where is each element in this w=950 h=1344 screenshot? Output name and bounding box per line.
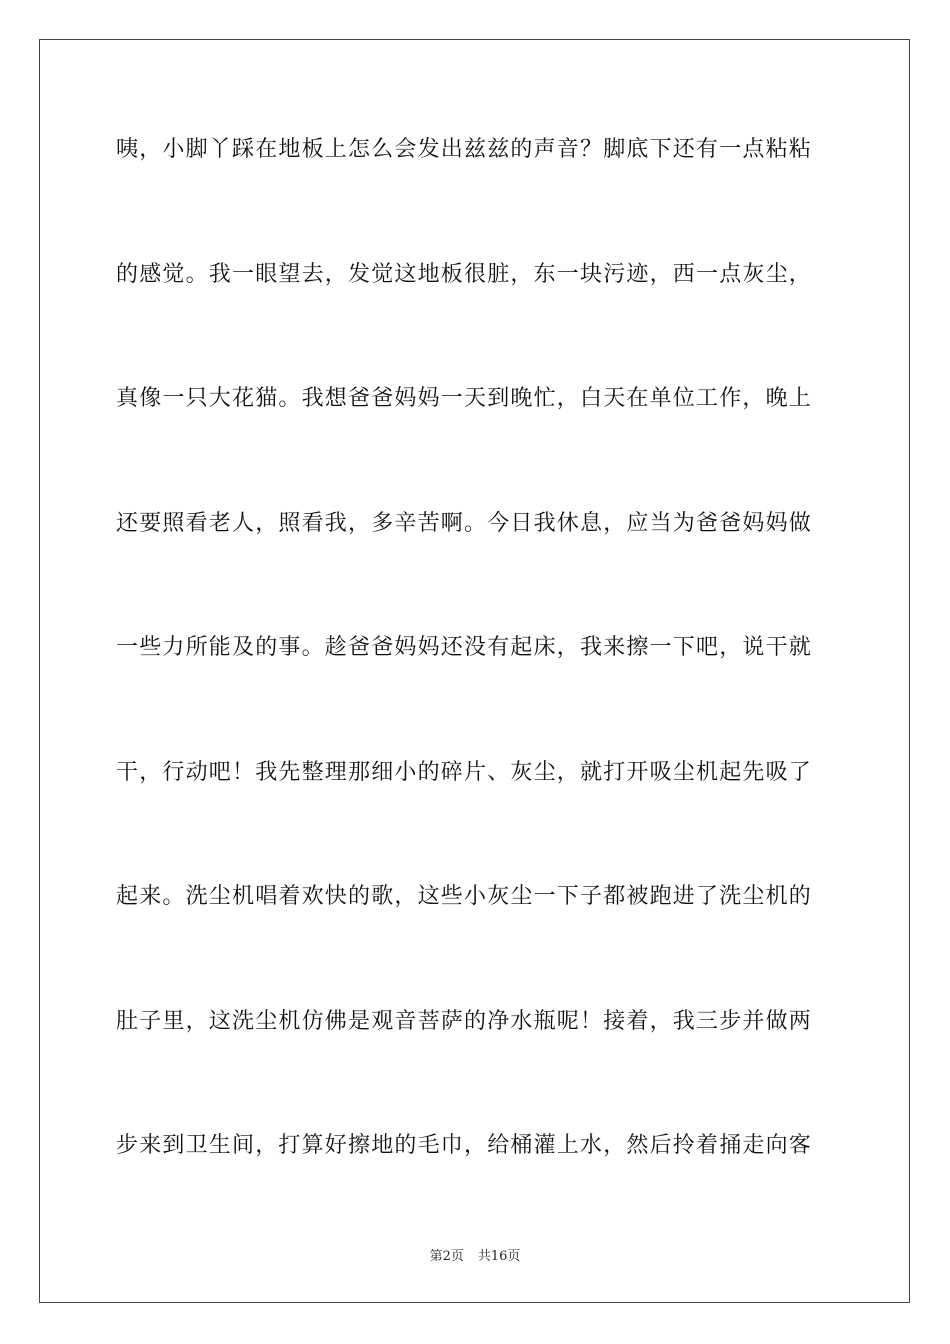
text-line-7: 起来。洗尘机唱着欢快的歌，这些小灰尘一下子都被跑进了洗尘机的 — [116, 884, 813, 909]
page-number: 第2页 — [429, 1249, 464, 1264]
text-line-9: 步来到卫生间，打算好擦地的毛巾，给桶灌上水，然后拎着捅走向客 — [116, 1133, 813, 1158]
text-line-2: 的感觉。我一眼望去，发觉这地板很脏，东一块污迹，西一点灰尘， — [116, 261, 813, 287]
page-footer — [0, 1245, 950, 1264]
text-line-4: 还要照看老人，照看我，多辛苦啊。今日我休息，应当为爸爸妈妈做 — [116, 510, 813, 536]
text-line-5: 一些力所能及的事。趁爸爸妈妈还没有起床，我来擦一下吧，说干就 — [116, 635, 813, 660]
text-line-3: 真像一只大花猫。我想爸爸妈妈一天到晚忙，白天在单位工作，晚上 — [116, 386, 813, 411]
page-total: 共16页 — [477, 1249, 521, 1264]
text-line-8: 肚子里，这洗尘机仿佛是观音菩萨的净水瓶呢！接着，我三步并做两 — [116, 1008, 813, 1034]
text-line-6: 干，行动吧！我先整理那细小的碎片、灰尘，就打开吸尘机起先吸了 — [116, 759, 813, 785]
document-body — [116, 128, 836, 1249]
text-line-1: 咦，小脚丫踩在地板上怎么会发出兹兹的声音？脚底下还有一点粘粘 — [116, 137, 813, 162]
